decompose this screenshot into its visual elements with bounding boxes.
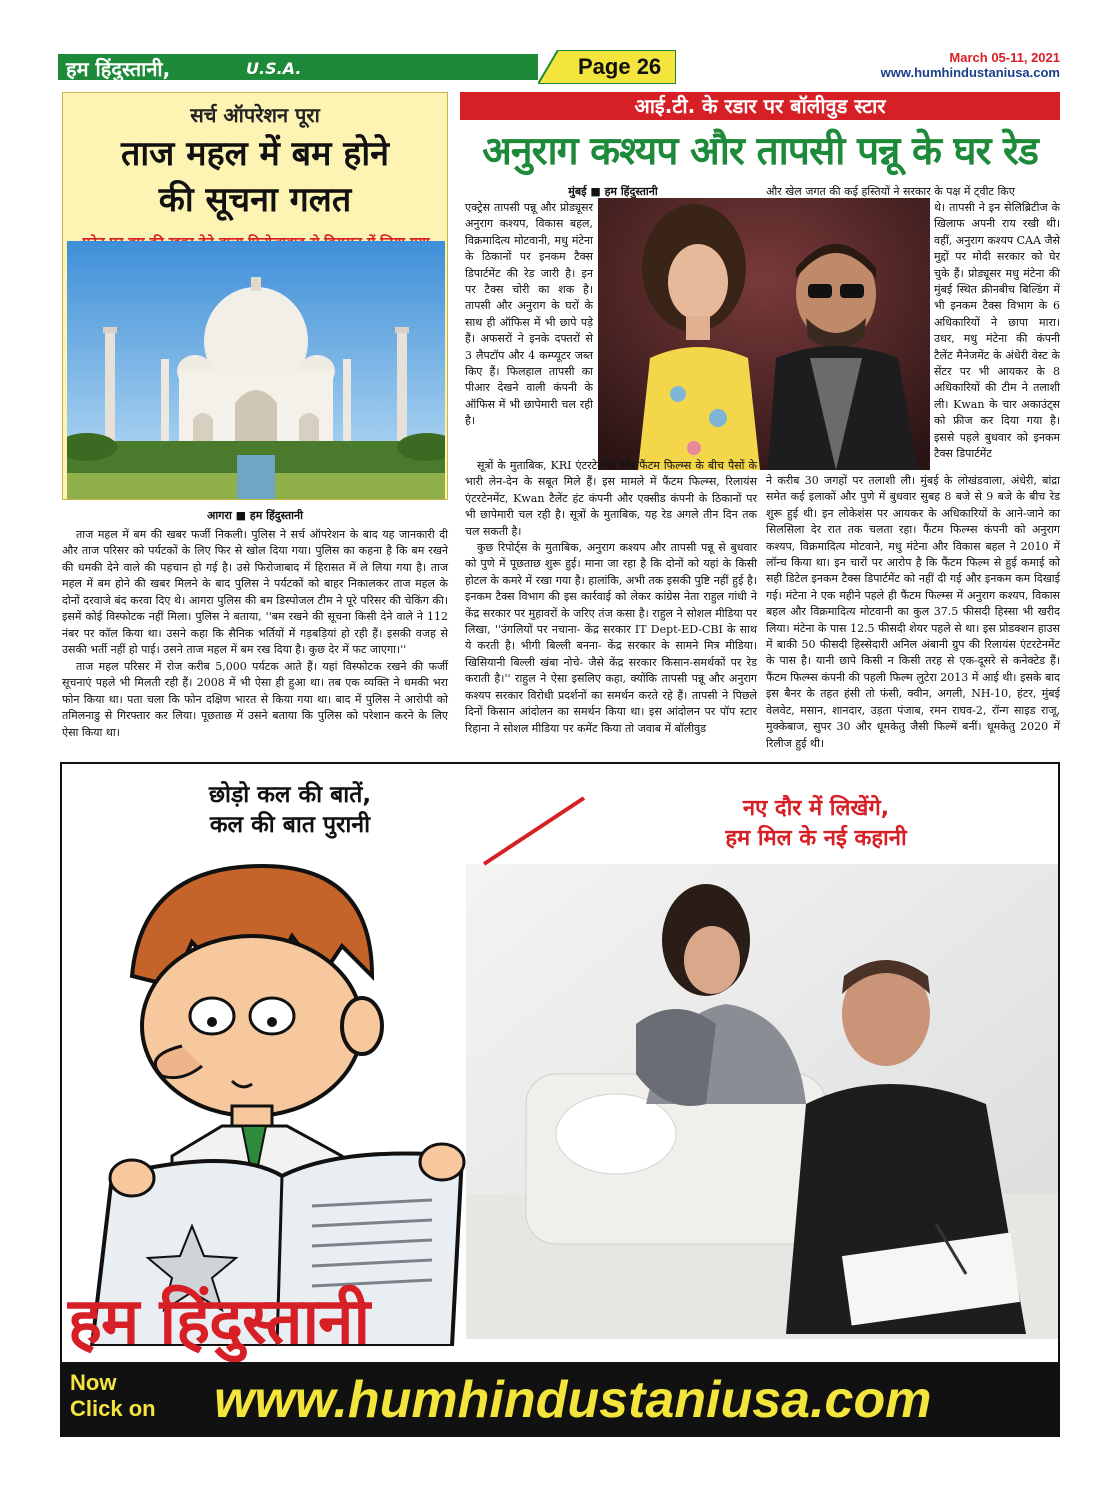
raid-story-body-right: ने करीब 30 जगहों पर तलाशी ली। मुंबई के लोखंडवाला, अंधेरी, बांद्रा समेत कई इलाकों और पुणे में बुधवार सुबह 8 बजे से 9 बजे के बीच रेड शुरू हुई थी। इन लोकेशंस पर आयकर के अधिकारियों के आने-जाने का सिलसिला देर रात तक चलता रहा। फैंटम फिल्म्स कंपनी को अनुराग कश्यप, विक्रमादित्य मोटवाने, मधु मंटेना और विकास बहल ने 2010 में लॉन्च किया था। इन चारों पर आरोप है कि फैंटम फिल्म से हुई कमाई को सही डिटेल इनकम टैक्स डिपार्टमेंट को नहीं दी गई और इनकम कम दिखाई गई। मंटेना ने एक महीने पहले ही फैंटम फिल्म्स में अनुराग कश्यप, विकास बहल और विक्रमादित्य मोटवानी का कुल 37.5 फीसदी हिस्सा भी खरीद लिया। मंटेना के पास 12.5 फीसदी शेयर पहले से था। इस प्रोडक्शन हाउस में बाकी 50 फीसदी हिस्सेदारी अनिल अंबानी ग्रुप की रिलायंस एंटरटेनमेंट के पास है। यानी छापे किसी न किसी तरह से एक-दूसरे से कनेक्टेड हैं। फैंटम फिल्म्स कंपनी की पहली फिल्म लुटेरा 2013 में आई थी। इसके बाद इस बैनर के तहत हंसी तो फंसी, क्वीन, अगली, NH-10, हंटर, मुंबई वेलवेट, मसान, शानदार, उड़ता पंजाब, रमन राघव-2, रॉन्ग साइड राजू, मुक्केबाज, सुपर 30 और धूमकेतु जैसी फिल्में बनीं। धूमकेतु 2020 में रिलीज हुई थी। <box>766 474 1060 750</box>
website-link[interactable]: www.humhindustaniusa.com <box>880 65 1060 80</box>
taj-headline-line1: ताज महल में बम होने <box>120 134 389 174</box>
raid-story-byline: मुंबई ■ हम हिंदुस्तानी <box>568 185 658 198</box>
ad-right-line2: हम मिल के नई कहानी <box>725 826 907 851</box>
ad-footer-bar <box>62 1362 1058 1437</box>
couple-reading-photo <box>466 864 1060 1339</box>
taj-story-byline: आगरा ■ हम हिंदुस्तानी <box>207 509 303 522</box>
masthead-info <box>881 50 1060 80</box>
ad-left-line2: कल की बात पुरानी <box>209 812 371 838</box>
raid-story-para-2: कुछ रिपोर्ट्स के मुताबिक, अनुराग कश्यप और तापसी पन्नू से बुधवार को पुणे में पूछताछ शुरू हुई। माना जा रहा है कि दोनों को यहां के किसी होटल के कमरे में रखा गया है। हालांकि, अभी तक इसकी पुष्टि नहीं हुई है। इनकम टैक्स विभाग की इस कार्रवाई को लेकर कांग्रेस नेता राहुल गांधी ने केंद्र सरकार पर मुहावरों के जरिए तंज कसा है। राहुल ने सोशल मीडिया पर लिखा, ''उंगलियों पर नचाना- केंद्र सरकार IT Dept-ED-CBI के साथ ये करती है। भीगी बिल्ली बनना- केंद्र सरकार के सामने मित्र मीडिया। खिसियानी बिल्ली खंबा नोचे- जैसे केंद्र सरकार किसान-समर्थकों पर रेड कराती है।'' राहुल ने ऐसा इसलिए कहा, क्योंकि तापसी पन्नू और अनुराग कश्यप सरकार विरोधी प्रदर्शनों का समर्थन करते रहे हैं। तापसी ने पिछले दिनों किसान आंदोलन का समर्थन किया था। इस आंदोलन पर पॉप स्टार रिहाना ने सोशल मीडिया पर कमेंट किया तो जवाब में बॉलीवुड <box>465 541 757 735</box>
ad-right-quote <box>596 794 1036 854</box>
cartoon-man-reading-newspaper <box>72 826 472 1346</box>
raid-story-kicker: आई.टी. के रडार पर बॉलीवुड स्टार <box>460 92 1060 120</box>
issue-date: March 05-11, 2021 <box>949 50 1060 65</box>
newspaper-advertisement <box>60 762 1060 1437</box>
taj-story-para-2: ताज महल परिसर में रोज करीब 5,000 पर्यटक आते हैं। यहां विस्फोटक रखने की फर्जी सूचनाएं पहले भी मिलती रही हैं। 2008 में भी ऐसा ही हुआ था। तब एक व्यक्ति ने धमकी भरा फोन किया था। पता चला कि फोन दक्षिण भारत से किया गया था। बाद में पुलिस ने आरोपी को तमिलनाडु से गिरफ्तार कर लिया। पूछताछ में उसने बताया कि पुलिस को परेशान करने के लिए ऐसा किया था। <box>62 659 448 739</box>
taj-story-para-1: ताज महल में बम की खबर फर्जी निकली। पुलिस ने सर्च ऑपरेशन के बाद यह जानकारी दी और ताज परिसर को पर्यटकों के लिए फिर से खोल दिया गया। पुलिस का कहना है कि बम रखने की धमकी देने वाले की पहचान हो गई है। उसे फिरोजाबाद में हिरासत में ले लिया गया है। ताज महल में बम होने की खबर मिलने के बाद पुलिस ने पर्यटकों को बाहर निकालकर ताज महल के दोनों दरवाजे बंद करवा दिए थे। आगरा पुलिस की बम डिस्पोजल टीम ने पूरे परिसर की चेकिंग की। इसमें कोई विस्फोटक नहीं मिला। पुलिस ने बताया, ''बम रखने की सूचना किसी देने वाले ने 112 नंबर पर कॉल किया था। उसने कहा कि सैनिक भर्तियों में गड़बड़ियां हो रही हैं। इसकी वजह से उसकी भर्ती नहीं हो पाई। उसने ताज महल में बम रख दिया है। कुछ देर में फट जाएगा।'' <box>62 527 448 656</box>
page-number-tab <box>538 50 676 84</box>
taapsee-anurag-photo <box>598 198 930 470</box>
publication-region: U.S.A. <box>246 59 302 78</box>
ad-website-link[interactable]: www.humhindustaniusa.com <box>214 1371 932 1429</box>
page-number: Page 26 <box>578 54 662 79</box>
speech-pointer <box>474 794 604 874</box>
ad-click-on-label: Click on <box>70 1396 156 1421</box>
ad-now-label: Now <box>70 1370 117 1395</box>
raid-story-body-left <box>465 458 757 737</box>
ad-right-line1: नए दौर में लिखेंगे, <box>742 796 890 821</box>
taj-mahal-photo <box>67 241 445 499</box>
raid-story-col-a: एक्ट्रेस तापसी पन्नू और प्रोड्यूसर अनुराग कश्यप, विकास बहल, विक्रमादित्य मोटवानी, मधु मंटेना के ठिकानों पर इनकम टैक्स डिपार्टमेंट की रेड जारी है। इन पर टैक्स चोरी का शक है। तापसी और अनुराग के घरों के साथ ही ऑफिस में भी छापे पड़े हैं। अफसरों ने इनके दफ्तरों से 3 लैपटॉप और 4 कम्प्यूटर जब्त किए हैं। फिलहाल तापसी का पीआर देखने वाली कंपनी के ऑफिस में भी छापेमारी चल रही है। <box>465 201 593 428</box>
ad-left-line1: छोड़ो कल की बातें, <box>208 782 372 808</box>
taj-story-body <box>62 508 448 741</box>
ad-call-to-action <box>70 1370 156 1422</box>
masthead <box>58 50 1060 84</box>
masthead-banner <box>58 54 538 80</box>
raid-story-para-1: सूत्रों के मुताबिक, KRI एंटरटेनमेंट और फैंटम फिल्म्स के बीच पैसों के भारी लेन-देन के सबूत मिले हैं। इस मामले में फैंटम फिल्म्स, रिलायंस एंटरटेनमेंट, Kwan टैलेंट हंट कंपनी और एक्सीड कंपनी के ठिकानों पर भी छापेमारी चल रही है। सूत्रों के मुताबिक, यह रेड अगले तीन दिन तक चल सकती है। <box>465 459 757 538</box>
raid-story-headline: अनुराग कश्यप और तापसी पन्नू के घर रेड <box>482 129 1038 174</box>
taj-headline-line2: की सूचना गलत <box>158 180 352 220</box>
taj-story-headline <box>63 131 447 223</box>
taj-story-box <box>62 92 448 500</box>
raid-story-top-right-line: और खेल जगत की कई हस्तियों ने सरकार के पक्ष में ट्वीट किए <box>766 185 1015 198</box>
taj-story-kicker: सर्च ऑपरेशन पूरा <box>190 103 320 127</box>
raid-story-col-c: थे। तापसी ने इन सेलिब्रिटीज के खिलाफ अपनी राय रखी थी। वहीं, अनुराग कश्यप CAA जैसे मुद्दों पर मोदी सरकार को घेर चुके हैं। प्रोड्यूसर मधु मंटेना की मुंबई स्थित क्रीनबीच बिल्डिंग में भी इनकम टैक्स विभाग के 6 अधिकारियों ने छापा मारा। उधर, मधु मंटेना की कंपनी टैलेंट मैनेजमेंट के अंधेरी वेस्ट के सेंटर पर भी आयकर के 8 अधिकारियों की टीम ने तलाशी ली। Kwan के चार अकाउंट्स को फ्रीज कर दिया गया है। इससे पहले बुधवार को इनकम टैक्स डिपार्टमेंट <box>934 201 1060 461</box>
publication-title: हम हिंदुस्तानी, <box>66 57 171 81</box>
ad-brand-name: हम हिंदुस्तानी <box>68 1285 370 1359</box>
